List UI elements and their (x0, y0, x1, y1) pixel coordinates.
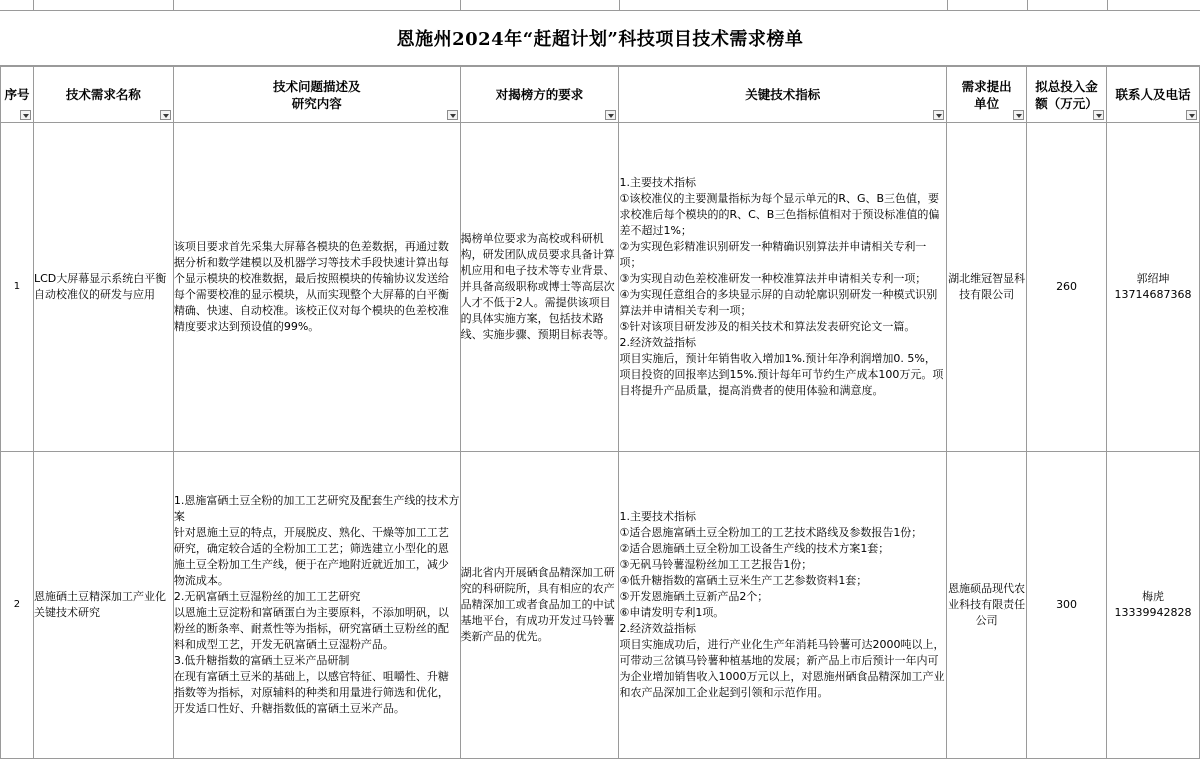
header-label: 序号 (4, 87, 30, 102)
sheet-title: 恩施州2024年“赶超计划”科技项目技术需求榜单 (396, 29, 804, 50)
table-row (1, 452, 1200, 759)
cell-indicators[interactable]: 1.主要技术指标 ①适合恩施富硒土豆全粉加工的工艺技术路线及参数报告1份； ②适合恩施硒土豆全粉加工设备生产线的技术方案1套； ③无矾马铃薯湿粉丝加工工艺报告1份； ④低升糖指数的富硒土豆米生产工艺参数资料1套； ⑤开发恩施硒土豆新产品2个； ⑥申请发明专利1项。 2.经济效益指标 项目实施成功后，进行产业化生产年消耗马铃薯可达2000吨以上，可带动三岔镇马铃薯种植基地的发展；新产品上市后预计一年内可为企业增加销售收入1000万元以上，对恩施州硒食品精深加工产业和农产品深加工企业起到引领和示范作用。 (619, 452, 947, 759)
filter-dropdown-icon[interactable] (1013, 110, 1024, 120)
header-label: 技术需求名称 (65, 87, 141, 102)
filter-dropdown-icon[interactable] (160, 110, 171, 120)
title-row (0, 10, 1200, 66)
cell-investment[interactable]: 300 (1027, 452, 1107, 759)
cell-unit[interactable]: 湖北维冠智显科技有限公司 (947, 123, 1027, 452)
cell-name[interactable]: LCD大屏幕显示系统白平衡自动校准仪的研发与应用 (33, 123, 173, 452)
contact-name: 梅虎 (1142, 590, 1165, 603)
filter-dropdown-icon[interactable] (447, 110, 458, 120)
filter-dropdown-icon[interactable] (605, 110, 616, 120)
header-label: 关键技术指标 (745, 87, 821, 102)
header-row (1, 67, 1200, 123)
cell-indicators[interactable]: 1.主要技术指标 ①该校准仪的主要测量指标为每个显示单元的R、G、B三色值，要求校准后每个模块的的R、C、B三色指标值相对于预设标准值的偏差不超过1%； ②为实现色彩精准识别研发一种精确识别算法并申请相关专利一项； ③为实现自动色差校准研发一种校准算法并申请相关专利一项； ④为实现任意组合的多块显示屏的自动轮廓识别研发一种模式识别算法并申请相关专利一项； ⑤针对该项目研发涉及的相关技术和算法发表研究论文一篇。 2.经济效益指标 项目实施后，预计年销售收入增加1%.预计年净利润增加0. 5%，项目投资的回报率达到15%.预计每年可节约生产成本100万元。项目将提升产品质量，提高消费者的使用体验和满意度。 (619, 123, 947, 452)
header-label: 联系人及电话 (1115, 87, 1191, 102)
filter-dropdown-icon[interactable] (1186, 110, 1197, 120)
header-desc (173, 67, 460, 123)
cell-seq[interactable]: 2 (1, 452, 34, 759)
cell-investment[interactable]: 260 (1027, 123, 1107, 452)
cell-contact[interactable] (1107, 123, 1200, 452)
contact-phone: 13714687368 (1114, 288, 1192, 301)
contact-phone: 13339942828 (1114, 606, 1192, 619)
cell-seq[interactable]: 1 (1, 123, 34, 452)
header-label: 拟总投入金 额（万元） (1035, 78, 1098, 111)
header-indicators (619, 67, 947, 123)
header-seq (1, 67, 34, 123)
header-label: 对揭榜方的要求 (495, 87, 584, 102)
cell-requirement[interactable]: 揭榜单位要求为高校或科研机构，研发团队成员要求具备计算机应用和电子技术等专业背景、并具备高级职称或博士等高层次人才不低于2人。需提供该项目的具体实施方案，包括技术路线、实施步骤、预期目标表等。 (460, 123, 619, 452)
cell-contact[interactable] (1107, 452, 1200, 759)
header-name (33, 67, 173, 123)
cell-name[interactable]: 恩施硒土豆精深加工产业化关键技术研究 (33, 452, 173, 759)
cell-desc[interactable]: 该项目要求首先采集大屏幕各模块的色差数据，再通过数据分析和数学建模以及机器学习等技术手段快速计算出每个显示模块的校准数据，最后按照模块的传输协议发送给每个需要校准的显示模块，从而实现整个大屏幕的白平衡精确、快速、自动校准。该校正仪对每个模块的色差校准精度要求达到预设值的99%。 (173, 123, 460, 452)
header-contact (1107, 67, 1200, 123)
header-label: 需求提出 单位 (961, 78, 1012, 111)
table-row (1, 123, 1200, 452)
header-unit (947, 67, 1027, 123)
header-investment (1027, 67, 1107, 123)
header-requirement (460, 67, 619, 123)
cell-unit[interactable]: 恩施硕品现代农业科技有限责任公司 (947, 452, 1027, 759)
header-label: 技术问题描述及 研究内容 (272, 78, 361, 111)
requirements-table (0, 66, 1200, 759)
cell-desc[interactable]: 1.恩施富硒土豆全粉的加工工艺研究及配套生产线的技术方案 针对恩施土豆的特点，开展脱皮、熟化、干燥等加工工艺研究，确定较合适的全粉加工工艺；筛选建立小型化的恩施土豆全粉加工生产线，便于在产地附近就近加工，减少物流成本。 2.无矾富硒土豆湿粉丝的加工工艺研究 以恩施土豆淀粉和富硒蛋白为主要原料，不添加明矾，以粉丝的断条率、耐煮性等为指标，研究富硒土豆粉丝的配料和成型工艺，开发无矾富硒土豆湿粉产品。 3.低升糖指数的富硒土豆米产品研制 在现有富硒土豆米的基础上，以感官特征、咀嚼性、升糖指数等为指标，对原辅料的种类和用量进行筛选和优化，开发适口性好、升糖指数低的富硒土豆米产品。 (173, 452, 460, 759)
contact-name: 郭绍坤 (1136, 272, 1170, 285)
filter-dropdown-icon[interactable] (20, 110, 31, 120)
filter-dropdown-icon[interactable] (1093, 110, 1104, 120)
cell-requirement[interactable]: 湖北省内开展硒食品精深加工研究的科研院所，具有相应的农产品精深加工或者食品加工的中试基地平台，有成功开发过马铃薯类新产品的优先。 (460, 452, 619, 759)
filter-dropdown-icon[interactable] (933, 110, 944, 120)
